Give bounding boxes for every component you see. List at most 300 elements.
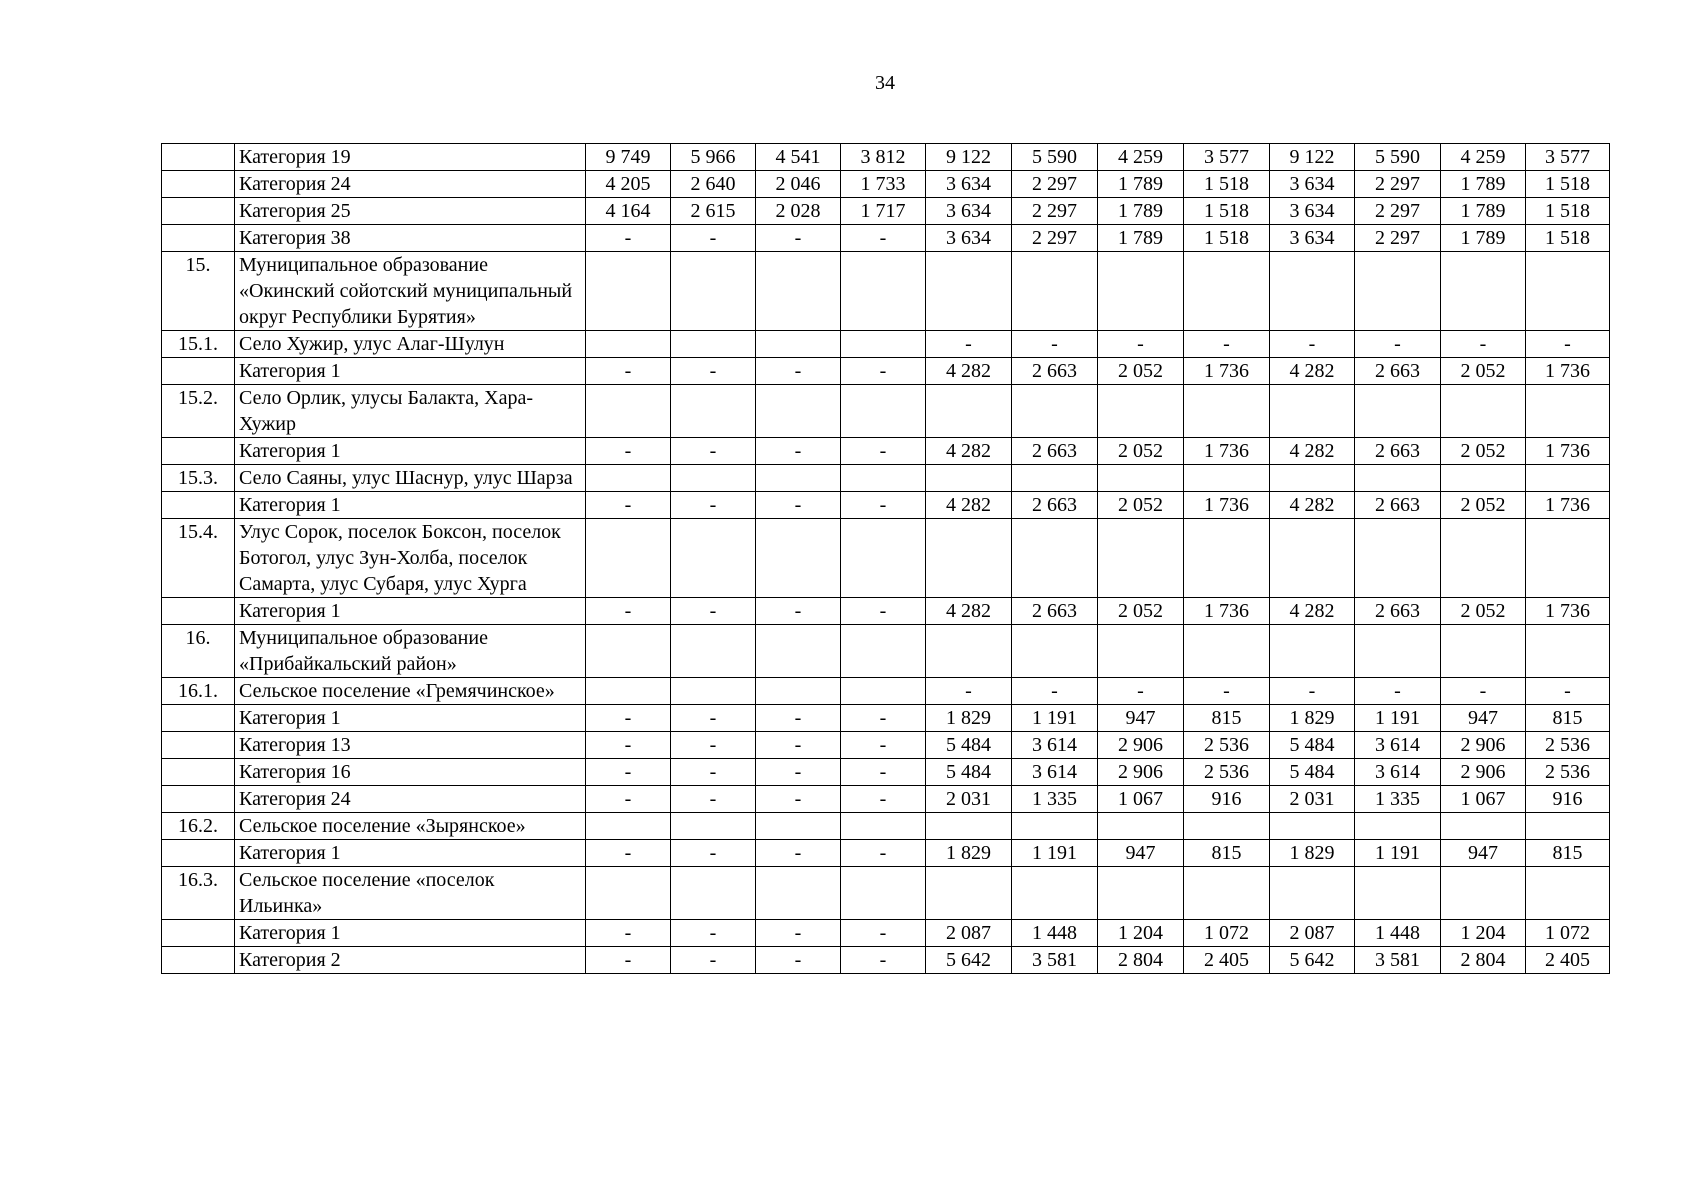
value-cell: 1 736: [1184, 358, 1270, 385]
value-cell: [1098, 465, 1184, 492]
value-cell: 2 804: [1441, 947, 1526, 974]
value-cell: 3 614: [1355, 759, 1441, 786]
value-cell: [1184, 465, 1270, 492]
value-cell: 1 335: [1355, 786, 1441, 813]
table-row: [162, 358, 1610, 385]
value-cell: [1270, 867, 1355, 920]
value-cell: -: [671, 947, 756, 974]
value-cell: 2 031: [926, 786, 1012, 813]
row-name-cell: Категория 38: [235, 225, 586, 252]
value-cell: [1012, 465, 1098, 492]
value-cell: 1 789: [1098, 225, 1184, 252]
row-number-cell: [162, 225, 235, 252]
row-name-cell: Категория 2: [235, 947, 586, 974]
value-cell: -: [841, 786, 926, 813]
value-cell: [756, 813, 841, 840]
table-row: [162, 492, 1610, 519]
value-cell: 1 733: [841, 171, 926, 198]
value-cell: 815: [1184, 705, 1270, 732]
value-cell: 2 804: [1098, 947, 1184, 974]
value-cell: -: [1098, 678, 1184, 705]
row-number-cell: 16.2.: [162, 813, 235, 840]
value-cell: 947: [1441, 705, 1526, 732]
row-name-cell: Сельское поселение «поселок Ильинка»: [235, 867, 586, 920]
value-cell: 1 191: [1355, 840, 1441, 867]
value-cell: 2 663: [1012, 492, 1098, 519]
value-cell: 3 614: [1012, 759, 1098, 786]
value-cell: [1012, 625, 1098, 678]
table-row: [162, 225, 1610, 252]
value-cell: 2 536: [1526, 732, 1610, 759]
value-cell: -: [1270, 678, 1355, 705]
value-cell: 4 282: [1270, 598, 1355, 625]
value-cell: -: [1184, 678, 1270, 705]
value-cell: -: [586, 492, 671, 519]
value-cell: [756, 519, 841, 598]
value-cell: 815: [1184, 840, 1270, 867]
value-cell: -: [586, 732, 671, 759]
row-name-cell: Категория 25: [235, 198, 586, 225]
value-cell: [926, 385, 1012, 438]
value-cell: [1012, 385, 1098, 438]
value-cell: [1184, 385, 1270, 438]
value-cell: -: [586, 438, 671, 465]
value-cell: -: [586, 358, 671, 385]
value-cell: [1098, 625, 1184, 678]
value-cell: 1 829: [1270, 705, 1355, 732]
value-cell: -: [671, 358, 756, 385]
value-cell: [1355, 519, 1441, 598]
value-cell: [586, 519, 671, 598]
value-cell: -: [586, 598, 671, 625]
row-name-cell: Муниципальное образование «Прибайкальский район»: [235, 625, 586, 678]
row-name-cell: Категория 1: [235, 438, 586, 465]
row-number-cell: [162, 759, 235, 786]
value-cell: 1 736: [1184, 598, 1270, 625]
page-number: 34: [875, 72, 895, 94]
value-cell: -: [841, 705, 926, 732]
value-cell: [1184, 813, 1270, 840]
value-cell: [671, 678, 756, 705]
value-cell: [1012, 813, 1098, 840]
value-cell: 2 906: [1098, 732, 1184, 759]
value-cell: [841, 519, 926, 598]
value-cell: [1355, 465, 1441, 492]
value-cell: 2 663: [1355, 358, 1441, 385]
value-cell: 2 052: [1441, 358, 1526, 385]
value-cell: [1098, 385, 1184, 438]
value-cell: -: [671, 759, 756, 786]
value-cell: -: [756, 732, 841, 759]
value-cell: [926, 813, 1012, 840]
value-cell: [1441, 625, 1526, 678]
value-cell: 5 484: [1270, 732, 1355, 759]
value-cell: [1270, 465, 1355, 492]
value-cell: [1441, 252, 1526, 331]
value-cell: 1 736: [1526, 358, 1610, 385]
value-cell: -: [671, 840, 756, 867]
value-cell: 2 297: [1012, 225, 1098, 252]
value-cell: [1270, 813, 1355, 840]
row-number-cell: 15.3.: [162, 465, 235, 492]
value-cell: -: [1098, 331, 1184, 358]
value-cell: -: [841, 759, 926, 786]
table-row: [162, 331, 1610, 358]
value-cell: 4 259: [1098, 144, 1184, 171]
value-cell: 1 717: [841, 198, 926, 225]
value-cell: -: [841, 598, 926, 625]
value-cell: 4 282: [1270, 492, 1355, 519]
value-cell: 2 297: [1355, 225, 1441, 252]
value-cell: 4 259: [1441, 144, 1526, 171]
value-cell: 1 736: [1184, 438, 1270, 465]
value-cell: [586, 813, 671, 840]
value-cell: 1 829: [926, 705, 1012, 732]
value-cell: [841, 465, 926, 492]
row-number-cell: [162, 920, 235, 947]
row-number-cell: 16.1.: [162, 678, 235, 705]
value-cell: 2 663: [1012, 598, 1098, 625]
value-cell: 1 072: [1184, 920, 1270, 947]
value-cell: [1526, 519, 1610, 598]
value-cell: 4 282: [926, 492, 1012, 519]
row-name-cell: Сельское поселение «Зырянское»: [235, 813, 586, 840]
value-cell: [586, 625, 671, 678]
value-cell: 2 052: [1441, 598, 1526, 625]
row-number-cell: 15.2.: [162, 385, 235, 438]
value-cell: -: [671, 786, 756, 813]
value-cell: 4 164: [586, 198, 671, 225]
value-cell: -: [756, 759, 841, 786]
value-cell: 916: [1184, 786, 1270, 813]
row-name-cell: Категория 1: [235, 705, 586, 732]
value-cell: -: [671, 920, 756, 947]
value-cell: [926, 465, 1012, 492]
value-cell: 947: [1441, 840, 1526, 867]
value-cell: 4 205: [586, 171, 671, 198]
value-cell: 2 536: [1184, 732, 1270, 759]
value-cell: 815: [1526, 840, 1610, 867]
value-cell: 2 536: [1184, 759, 1270, 786]
value-cell: -: [671, 438, 756, 465]
row-name-cell: Категория 24: [235, 786, 586, 813]
value-cell: [841, 252, 926, 331]
value-cell: -: [756, 947, 841, 974]
value-cell: [671, 625, 756, 678]
value-cell: [841, 813, 926, 840]
value-cell: [671, 465, 756, 492]
value-cell: -: [756, 492, 841, 519]
value-cell: 1 829: [1270, 840, 1355, 867]
value-cell: 1 789: [1098, 198, 1184, 225]
table-row: [162, 144, 1610, 171]
value-cell: -: [926, 678, 1012, 705]
value-cell: 3 634: [1270, 171, 1355, 198]
value-cell: [586, 867, 671, 920]
value-cell: [1270, 519, 1355, 598]
value-cell: 2 906: [1441, 732, 1526, 759]
value-cell: [1012, 252, 1098, 331]
value-cell: 4 541: [756, 144, 841, 171]
value-cell: -: [1012, 678, 1098, 705]
value-cell: 1 191: [1012, 705, 1098, 732]
row-number-cell: [162, 786, 235, 813]
value-cell: -: [841, 492, 926, 519]
value-cell: 3 577: [1184, 144, 1270, 171]
row-number-cell: [162, 144, 235, 171]
value-cell: [1098, 813, 1184, 840]
value-cell: 1 518: [1526, 225, 1610, 252]
table-row: [162, 625, 1610, 678]
value-cell: -: [756, 225, 841, 252]
value-cell: [671, 519, 756, 598]
value-cell: 1 204: [1098, 920, 1184, 947]
value-cell: [1012, 519, 1098, 598]
value-cell: -: [841, 840, 926, 867]
value-cell: [1355, 385, 1441, 438]
value-cell: 2 031: [1270, 786, 1355, 813]
value-cell: [1098, 252, 1184, 331]
value-cell: 2 615: [671, 198, 756, 225]
row-name-cell: Село Саяны, улус Шаснур, улус Шарза: [235, 465, 586, 492]
row-number-cell: [162, 732, 235, 759]
value-cell: [671, 813, 756, 840]
table-row: [162, 813, 1610, 840]
value-cell: 1 204: [1441, 920, 1526, 947]
value-cell: -: [586, 840, 671, 867]
value-cell: [1184, 867, 1270, 920]
value-cell: -: [841, 438, 926, 465]
value-cell: -: [671, 705, 756, 732]
value-cell: [1526, 867, 1610, 920]
row-number-cell: 16.3.: [162, 867, 235, 920]
value-cell: 1 067: [1441, 786, 1526, 813]
row-name-cell: Категория 19: [235, 144, 586, 171]
row-number-cell: 15.4.: [162, 519, 235, 598]
row-number-cell: [162, 358, 235, 385]
value-cell: [1441, 385, 1526, 438]
value-cell: 1 736: [1184, 492, 1270, 519]
value-cell: 1 789: [1098, 171, 1184, 198]
table-row: [162, 840, 1610, 867]
value-cell: 2 297: [1012, 198, 1098, 225]
value-cell: 3 634: [1270, 225, 1355, 252]
value-cell: -: [1270, 331, 1355, 358]
value-cell: 3 614: [1012, 732, 1098, 759]
value-cell: 2 663: [1355, 492, 1441, 519]
value-cell: -: [671, 732, 756, 759]
value-cell: 3 614: [1355, 732, 1441, 759]
row-number-cell: [162, 947, 235, 974]
row-number-cell: 15.1.: [162, 331, 235, 358]
value-cell: -: [841, 947, 926, 974]
value-cell: 2 906: [1098, 759, 1184, 786]
value-cell: 1 736: [1526, 598, 1610, 625]
row-name-cell: Улус Сорок, поселок Боксон, поселок Ботогол, улус Зун-Холба, поселок Самарта, улус Субаря, улус Хурга: [235, 519, 586, 598]
value-cell: 1 789: [1441, 171, 1526, 198]
row-name-cell: Категория 13: [235, 732, 586, 759]
row-name-cell: Категория 1: [235, 492, 586, 519]
value-cell: 3 812: [841, 144, 926, 171]
row-number-cell: [162, 598, 235, 625]
table-row: [162, 198, 1610, 225]
value-cell: 2 028: [756, 198, 841, 225]
table-row: [162, 465, 1610, 492]
row-number-cell: [162, 198, 235, 225]
value-cell: -: [586, 947, 671, 974]
value-cell: 2 663: [1355, 438, 1441, 465]
value-cell: -: [756, 358, 841, 385]
table-row: [162, 867, 1610, 920]
value-cell: [1526, 625, 1610, 678]
value-cell: 1 518: [1184, 171, 1270, 198]
table-row: [162, 920, 1610, 947]
table-row: [162, 385, 1610, 438]
value-cell: 1 789: [1441, 225, 1526, 252]
value-cell: [1270, 385, 1355, 438]
value-cell: [586, 465, 671, 492]
value-cell: [756, 385, 841, 438]
value-cell: 1 736: [1526, 438, 1610, 465]
value-cell: 3 634: [1270, 198, 1355, 225]
table-row: [162, 759, 1610, 786]
value-cell: 5 484: [1270, 759, 1355, 786]
value-cell: -: [756, 786, 841, 813]
value-cell: 2 405: [1526, 947, 1610, 974]
value-cell: [756, 331, 841, 358]
value-cell: -: [756, 840, 841, 867]
value-cell: [586, 331, 671, 358]
value-cell: [841, 331, 926, 358]
value-cell: [1098, 867, 1184, 920]
value-cell: 2 297: [1012, 171, 1098, 198]
value-cell: 4 282: [1270, 438, 1355, 465]
table-row: [162, 678, 1610, 705]
row-number-cell: [162, 840, 235, 867]
value-cell: 2 052: [1098, 598, 1184, 625]
table-row: [162, 786, 1610, 813]
value-cell: -: [1355, 331, 1441, 358]
value-cell: -: [1441, 678, 1526, 705]
value-cell: -: [841, 358, 926, 385]
value-cell: -: [671, 598, 756, 625]
value-cell: 5 484: [926, 759, 1012, 786]
row-name-cell: Село Орлик, улусы Балакта, Хара-Хужир: [235, 385, 586, 438]
value-cell: 2 052: [1441, 492, 1526, 519]
value-cell: -: [586, 759, 671, 786]
value-cell: 5 590: [1355, 144, 1441, 171]
value-cell: [756, 678, 841, 705]
value-cell: [926, 625, 1012, 678]
value-cell: 4 282: [926, 358, 1012, 385]
value-cell: [1441, 813, 1526, 840]
row-number-cell: [162, 492, 235, 519]
value-cell: 3 634: [926, 225, 1012, 252]
value-cell: 2 906: [1441, 759, 1526, 786]
value-cell: [1441, 519, 1526, 598]
row-number-cell: [162, 438, 235, 465]
value-cell: 1 518: [1184, 198, 1270, 225]
row-name-cell: Категория 24: [235, 171, 586, 198]
row-number-cell: 15.: [162, 252, 235, 331]
value-cell: -: [671, 225, 756, 252]
value-cell: [1441, 867, 1526, 920]
value-cell: 9 122: [1270, 144, 1355, 171]
row-number-cell: [162, 705, 235, 732]
table-row: [162, 598, 1610, 625]
value-cell: -: [756, 920, 841, 947]
row-name-cell: Категория 1: [235, 598, 586, 625]
value-cell: 2 046: [756, 171, 841, 198]
value-cell: 3 634: [926, 198, 1012, 225]
value-cell: [841, 385, 926, 438]
tariff-table: [161, 143, 1610, 974]
value-cell: [1526, 813, 1610, 840]
value-cell: [756, 625, 841, 678]
row-number-cell: 16.: [162, 625, 235, 678]
value-cell: 1 067: [1098, 786, 1184, 813]
value-cell: 916: [1526, 786, 1610, 813]
value-cell: [586, 252, 671, 331]
value-cell: [841, 625, 926, 678]
value-cell: [1355, 813, 1441, 840]
value-cell: [1012, 867, 1098, 920]
value-cell: [1355, 867, 1441, 920]
row-name-cell: Сельское поселение «Гремячинское»: [235, 678, 586, 705]
value-cell: 1 736: [1526, 492, 1610, 519]
row-name-cell: Категория 1: [235, 358, 586, 385]
table-row: [162, 519, 1610, 598]
value-cell: 947: [1098, 840, 1184, 867]
table-row: [162, 438, 1610, 465]
value-cell: -: [926, 331, 1012, 358]
value-cell: 9 749: [586, 144, 671, 171]
value-cell: 5 590: [1012, 144, 1098, 171]
value-cell: [756, 252, 841, 331]
value-cell: [671, 331, 756, 358]
value-cell: 2 087: [926, 920, 1012, 947]
table-body: [162, 144, 1610, 974]
value-cell: [1526, 252, 1610, 331]
value-cell: 2 087: [1270, 920, 1355, 947]
value-cell: -: [1012, 331, 1098, 358]
value-cell: [671, 867, 756, 920]
value-cell: 3 581: [1012, 947, 1098, 974]
value-cell: [841, 867, 926, 920]
value-cell: [756, 465, 841, 492]
value-cell: 2 052: [1098, 492, 1184, 519]
value-cell: [1526, 385, 1610, 438]
value-cell: 3 581: [1355, 947, 1441, 974]
table-row: [162, 732, 1610, 759]
row-name-cell: Категория 1: [235, 920, 586, 947]
value-cell: [1184, 252, 1270, 331]
value-cell: 2 663: [1012, 438, 1098, 465]
value-cell: 1 072: [1526, 920, 1610, 947]
value-cell: 2 052: [1098, 358, 1184, 385]
value-cell: -: [841, 732, 926, 759]
value-cell: 5 966: [671, 144, 756, 171]
value-cell: 2 052: [1098, 438, 1184, 465]
value-cell: 1 518: [1526, 171, 1610, 198]
value-cell: 4 282: [1270, 358, 1355, 385]
value-cell: 1 518: [1184, 225, 1270, 252]
value-cell: 2 405: [1184, 947, 1270, 974]
value-cell: 1 789: [1441, 198, 1526, 225]
value-cell: -: [671, 492, 756, 519]
value-cell: [926, 867, 1012, 920]
value-cell: -: [1441, 331, 1526, 358]
